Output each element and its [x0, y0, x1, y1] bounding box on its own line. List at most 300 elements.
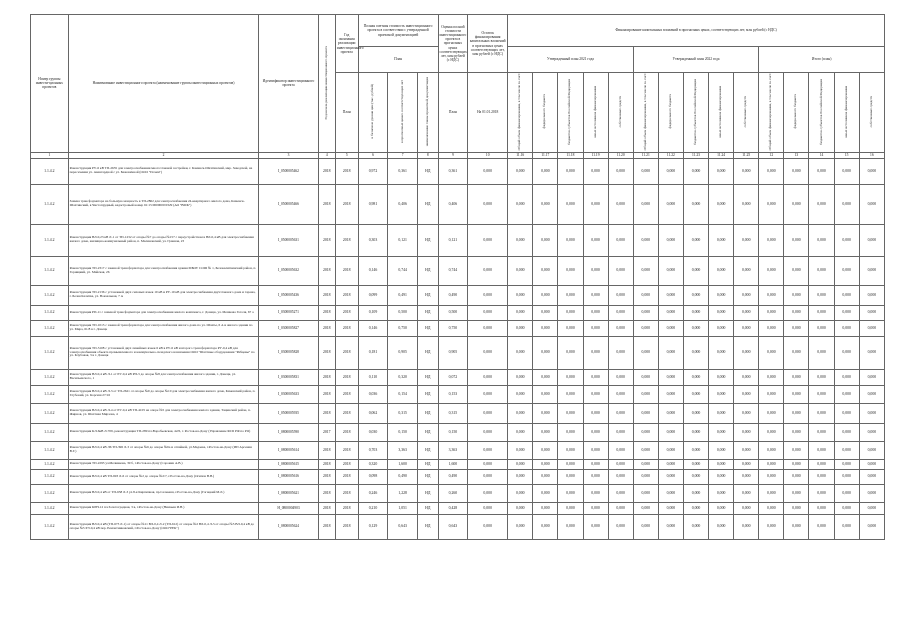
header-cost-forecast: в прогнозных ценах соответствующих лет: [388, 73, 418, 153]
row-remaining: 0,000: [468, 469, 508, 484]
row-group-no: 1.1.4.2: [31, 158, 69, 184]
table-row: [31, 484, 885, 502]
row-cost-forecast: 0,361: [388, 158, 418, 184]
row-cost-base: 0,703: [358, 441, 388, 459]
row-id: I_0800005624: [259, 514, 318, 539]
header-financing: Финансирование капитальных вложений в прогнозных ценах, соответствующих лет, млн рублей (с НДС): [508, 15, 885, 47]
investment-projects-table-page: [30, 14, 885, 540]
row-financing-value: 0,000: [583, 369, 608, 385]
row-cost-base: 0,210: [358, 502, 388, 514]
header-approved-2021: Утвержденный план 2021 года: [508, 47, 634, 73]
row-name: Замена трансформатора на большую мощность в ТП-2862 для электроснабжения 24-квартирного жилого дома, Каменск-Шахтинский, в Чистопрудный, кадастровый номер 61:15:0000000:0329 (АО "ВМК"): [68, 184, 259, 224]
row-financing-value: 0,000: [583, 441, 608, 459]
row-financing-value: 0,000: [683, 502, 708, 514]
header-full-cost: Полная сметная стоимость инвестиционного проекта в соответствии с утвержденной проектной документацией: [358, 15, 438, 47]
row-financing-value: 0,000: [533, 285, 558, 305]
row-financing-value: 0,000: [608, 158, 633, 184]
row-financing-value: 0,000: [583, 423, 608, 441]
row-year-end: 2018: [335, 423, 358, 441]
row-est-full: 0,744: [438, 256, 468, 285]
row-financing-value: 0,000: [734, 285, 759, 305]
row-financing-value: 0,000: [709, 514, 734, 539]
row-name: Реконструкция ВЛ-0,4 кВ Л-1 от РУ-0,4 кВ РП-3 до опоры №8 для электроснабжения жилого здания, г. Донецк, ул. Васильевского, 1: [68, 369, 259, 385]
header-total: Итого (план): [759, 47, 885, 73]
row-year-start: 2018: [318, 469, 335, 484]
colnum: 4: [318, 152, 335, 158]
row-financing-value: 0,000: [859, 469, 884, 484]
colnum: 10: [468, 152, 508, 158]
h-total-reg: бюджетов субъектов Российской Федерации: [809, 73, 834, 153]
row-name: Реконструкция РП-11 с заменой трансформатора для электроснабжения жилого комплекса, г. Донецк, ул. Мешкова Гоголя, 67 а: [68, 305, 259, 320]
row-doc: НД: [417, 305, 438, 320]
row-financing-value: 0,000: [834, 514, 859, 539]
row-year-end: 2018: [335, 369, 358, 385]
row-financing-value: 0,000: [533, 441, 558, 459]
row-financing-value: 0,000: [834, 502, 859, 514]
h-total-fed: федерального бюджета: [784, 73, 809, 153]
row-financing-value: 0,000: [809, 305, 834, 320]
row-doc: НД: [417, 369, 438, 385]
row-est-full: 0,153: [438, 385, 468, 403]
row-financing-value: 0,000: [809, 423, 834, 441]
h-2022-reg: бюджетов субъектов Российской Федерации: [683, 73, 708, 153]
row-cost-forecast: 0,121: [388, 224, 418, 256]
row-year-end: 2018: [335, 158, 358, 184]
row-remaining: 0,000: [468, 305, 508, 320]
row-financing-value: 0,000: [759, 502, 784, 514]
table-body: [31, 158, 885, 539]
row-financing-value: 0,000: [859, 336, 884, 369]
row-financing-value: 0,000: [834, 385, 859, 403]
row-financing-value: 0,000: [583, 502, 608, 514]
header-year-end: Год окончания реализации инвестиционного проекта: [335, 15, 358, 73]
row-name: Реконструкция ТП-1013 с заменой трансформатора для электроснабжения жилого дома по ул. Шахты, 6 А и жилого здания по ул. Мира, 61/8 в г. Донецк: [68, 320, 259, 336]
row-est-full: 0,490: [438, 285, 468, 305]
row-doc: НД: [417, 403, 438, 423]
row-financing-value: 0,000: [834, 224, 859, 256]
colnum: 12: [759, 152, 784, 158]
h-total-total: Общий объем финансирования, в том числе за счет:: [759, 73, 784, 153]
row-cost-base: 0,981: [358, 184, 388, 224]
row-financing-value: 0,000: [558, 385, 583, 403]
row-financing-value: 0,000: [658, 423, 683, 441]
row-financing-value: 0,000: [709, 305, 734, 320]
row-financing-value: 0,000: [759, 514, 784, 539]
row-financing-value: 0,000: [583, 224, 608, 256]
row-financing-value: 0,000: [608, 336, 633, 369]
row-financing-value: 0,000: [809, 385, 834, 403]
table-row: [31, 336, 885, 369]
row-financing-value: 0,000: [608, 320, 633, 336]
row-group-no: 1.1.4.2: [31, 184, 69, 224]
row-financing-value: 0,000: [683, 441, 708, 459]
row-financing-value: 0,000: [834, 158, 859, 184]
row-financing-value: 0,000: [558, 305, 583, 320]
row-financing-value: 0,000: [533, 336, 558, 369]
row-financing-value: 0,000: [809, 285, 834, 305]
row-est-full: 0,361: [438, 158, 468, 184]
h-2022-total: Общий объем финансирования, в том числе за счет:: [633, 73, 658, 153]
row-financing-value: 0,000: [633, 459, 658, 469]
row-financing-value: 0,000: [533, 385, 558, 403]
row-financing-value: 0,000: [608, 441, 633, 459]
row-financing-value: 0,000: [608, 385, 633, 403]
colnum: 16: [859, 152, 884, 158]
row-group-no: 1.1.4.2: [31, 385, 69, 403]
header-group-no: Номер группы инвести-ционных проектов: [31, 15, 69, 153]
h-2022-fed: федерального бюджета: [658, 73, 683, 153]
row-remaining: 0,000: [468, 285, 508, 305]
row-financing-value: 0,000: [558, 256, 583, 285]
row-year-end: 2018: [335, 285, 358, 305]
row-financing-value: 0,000: [683, 385, 708, 403]
row-financing-value: 0,000: [658, 256, 683, 285]
row-financing-value: 0,000: [533, 459, 558, 469]
row-financing-value: 0,000: [784, 385, 809, 403]
row-financing-value: 0,000: [809, 441, 834, 459]
row-financing-value: 0,000: [759, 285, 784, 305]
row-remaining: 0,000: [468, 320, 508, 336]
row-doc: НД: [417, 224, 438, 256]
row-financing-value: 0,000: [834, 285, 859, 305]
colnum: 8: [417, 152, 438, 158]
row-cost-forecast: 1,600: [388, 459, 418, 469]
row-financing-value: 0,000: [533, 369, 558, 385]
row-financing-value: 0,000: [734, 459, 759, 469]
row-financing-value: 0,000: [834, 484, 859, 502]
row-remaining: 0,000: [468, 484, 508, 502]
row-financing-value: 0,000: [734, 502, 759, 514]
row-financing-value: 0,000: [683, 320, 708, 336]
row-financing-value: 0,000: [533, 403, 558, 423]
row-financing-value: 0,000: [608, 484, 633, 502]
row-financing-value: 0,000: [633, 514, 658, 539]
row-financing-value: 0,000: [533, 224, 558, 256]
row-financing-value: 0,000: [683, 336, 708, 369]
row-financing-value: 0,000: [533, 469, 558, 484]
row-financing-value: 0,000: [784, 403, 809, 423]
row-group-no: 1.1.4.2: [31, 224, 69, 256]
row-doc: НД: [417, 158, 438, 184]
row-financing-value: 0,000: [583, 336, 608, 369]
row-financing-value: 0,000: [784, 184, 809, 224]
row-financing-value: 0,000: [508, 305, 533, 320]
row-financing-value: 0,000: [558, 285, 583, 305]
row-financing-value: 0,000: [633, 441, 658, 459]
row-financing-value: 0,000: [784, 224, 809, 256]
row-group-no: 1.1.4.2: [31, 285, 69, 305]
row-remaining: 0,000: [468, 184, 508, 224]
row-cost-base: 0,146: [358, 256, 388, 285]
row-financing-value: 0,000: [859, 441, 884, 459]
row-financing-value: 0,000: [709, 502, 734, 514]
row-year-start: 2018: [318, 514, 335, 539]
row-financing-value: 0,000: [658, 158, 683, 184]
row-financing-value: 0,000: [608, 423, 633, 441]
row-financing-value: 0,000: [558, 441, 583, 459]
row-financing-value: 0,000: [859, 158, 884, 184]
row-year-start: 2018: [318, 336, 335, 369]
row-group-no: 1.1.4.2: [31, 502, 69, 514]
row-est-full: 0,905: [438, 336, 468, 369]
row-financing-value: 0,000: [508, 224, 533, 256]
row-financing-value: 0,000: [658, 514, 683, 539]
row-financing-value: 0,000: [683, 224, 708, 256]
table-row: [31, 502, 885, 514]
row-financing-value: 0,000: [709, 484, 734, 502]
row-financing-value: 0,000: [633, 336, 658, 369]
row-year-end: 2018: [335, 514, 358, 539]
row-financing-value: 0,000: [508, 469, 533, 484]
colnum: 13: [784, 152, 809, 158]
table-row: [31, 459, 885, 469]
row-financing-value: 0,000: [734, 320, 759, 336]
row-year-end: 2018: [335, 459, 358, 469]
row-financing-value: 0,000: [809, 469, 834, 484]
row-financing-value: 0,000: [759, 385, 784, 403]
row-financing-value: 0,000: [658, 385, 683, 403]
header-remaining: Остаток финансирования капитальных вложений в прогнозных ценах соответствующих лет, млн рублей (с НДС): [468, 15, 508, 73]
header-id: Идентификатор инвестиционного проекта: [259, 15, 318, 153]
row-financing-value: 0,000: [558, 423, 583, 441]
row-financing-value: 0,000: [533, 502, 558, 514]
row-financing-value: 0,000: [508, 256, 533, 285]
row-financing-value: 0,000: [759, 469, 784, 484]
row-est-full: 0,121: [438, 224, 468, 256]
row-name: Реконструкция ВЛ-0,4 кВ от ТП-638 Л-3 ул.8-я Кирпичная, пр.Сельмаш, г.Ростов-на-Дону (Гогацкий М.Л.): [68, 484, 259, 502]
row-cost-base: 0,146: [358, 320, 388, 336]
h-total-other: иных источников финансирования: [834, 73, 859, 153]
row-financing-value: 0,000: [709, 158, 734, 184]
row-year-start: 2018: [318, 285, 335, 305]
row-doc: НД: [417, 423, 438, 441]
colnum: 11.20: [608, 152, 633, 158]
row-financing-value: 0,000: [834, 459, 859, 469]
row-financing-value: 0,000: [859, 423, 884, 441]
row-group-no: 1.1.4.2: [31, 514, 69, 539]
row-year-start: 2018: [318, 403, 335, 423]
h-2022-own: собственных средств: [734, 73, 759, 153]
row-financing-value: 0,000: [834, 403, 859, 423]
row-financing-value: 0,000: [784, 336, 809, 369]
row-id: I_0500005436: [259, 285, 318, 305]
row-financing-value: 0,000: [709, 369, 734, 385]
row-remaining: 0,000: [468, 385, 508, 403]
row-cost-forecast: 0,643: [388, 514, 418, 539]
row-name: Реконструкция ВЛ-0,4 кВ ТП-693 Л-6 от опоры №2 до опоры №2/7, г.Ростов-на-Дону (Осипов В.В.): [68, 469, 259, 484]
row-financing-value: 0,000: [784, 441, 809, 459]
row-financing-value: 0,000: [533, 514, 558, 539]
row-financing-value: 0,000: [859, 305, 884, 320]
row-doc: НД: [417, 502, 438, 514]
row-financing-value: 0,000: [583, 459, 608, 469]
row-year-start: 2018: [318, 320, 335, 336]
row-financing-value: 0,000: [683, 459, 708, 469]
row-financing-value: 0,000: [558, 184, 583, 224]
row-financing-value: 0,000: [658, 484, 683, 502]
row-financing-value: 0,000: [734, 469, 759, 484]
row-financing-value: 0,000: [759, 484, 784, 502]
row-financing-value: 0,000: [508, 320, 533, 336]
row-cost-forecast: 1,228: [388, 484, 418, 502]
row-id: I_0500005631: [259, 224, 318, 256]
row-remaining: 0,000: [468, 158, 508, 184]
row-remaining: 0,000: [468, 224, 508, 256]
row-financing-value: 0,000: [784, 514, 809, 539]
row-id: I_0300005831: [259, 369, 318, 385]
row-financing-value: 0,000: [784, 305, 809, 320]
row-financing-value: 0,000: [834, 423, 859, 441]
row-financing-value: 0,000: [734, 336, 759, 369]
row-financing-value: 0,000: [759, 459, 784, 469]
row-cost-forecast: 0,744: [388, 256, 418, 285]
row-financing-value: 0,000: [859, 484, 884, 502]
row-financing-value: 0,000: [683, 285, 708, 305]
row-doc: НД: [417, 336, 438, 369]
row-financing-value: 0,000: [658, 320, 683, 336]
row-financing-value: 0,000: [508, 385, 533, 403]
row-financing-value: 0,000: [784, 256, 809, 285]
row-name: Реконструкция ТП-3108 с установкой двух линейных ячеек 6 кВ в РУ-6 кВ и второго трансформатора РУ-0,4 кВ для электроснабжения объекта промышленного и коммунально-складского назначения ООО "Шахтные оборудования "Рябцевы" по ул. Клубовая, 3 в г. Донецк: [68, 336, 259, 369]
row-financing-value: 0,000: [583, 403, 608, 423]
colnum: 11.21: [633, 152, 658, 158]
row-financing-value: 0,000: [859, 459, 884, 469]
row-financing-value: 0,000: [784, 285, 809, 305]
colnum: 9: [438, 152, 468, 158]
row-est-full: 0,643: [438, 514, 468, 539]
row-financing-value: 0,000: [784, 469, 809, 484]
row-year-start: 2018: [318, 305, 335, 320]
row-cost-base: 0,972: [358, 158, 388, 184]
row-financing-value: 0,000: [533, 158, 558, 184]
row-group-no: 1.1.4.2: [31, 369, 69, 385]
row-financing-value: 0,000: [608, 285, 633, 305]
table-row: [31, 514, 885, 539]
row-financing-value: 0,000: [633, 469, 658, 484]
row-financing-value: 0,000: [734, 224, 759, 256]
row-financing-value: 0,000: [533, 256, 558, 285]
row-financing-value: 0,000: [533, 423, 558, 441]
row-financing-value: 0,000: [759, 403, 784, 423]
colnum: 7: [388, 152, 418, 158]
row-cost-forecast: 0,490: [388, 469, 418, 484]
row-cost-base: 0,109: [358, 305, 388, 320]
row-financing-value: 0,000: [709, 441, 734, 459]
row-financing-value: 0,000: [859, 514, 884, 539]
row-year-end: 2018: [335, 305, 358, 320]
row-financing-value: 0,000: [633, 305, 658, 320]
row-financing-value: 0,000: [633, 158, 658, 184]
row-financing-value: 0,000: [809, 158, 834, 184]
h-2021-total: Общий объем финансирования, в том числе за счет:: [508, 73, 533, 153]
table-row: [31, 423, 885, 441]
row-id: I_0500005935: [259, 403, 318, 423]
row-cost-base: 0,062: [358, 403, 388, 423]
row-financing-value: 0,000: [759, 305, 784, 320]
row-financing-value: 0,000: [709, 423, 734, 441]
row-financing-value: 0,000: [658, 336, 683, 369]
row-financing-value: 0,000: [583, 385, 608, 403]
row-financing-value: 0,000: [859, 385, 884, 403]
row-remaining: 0,000: [468, 441, 508, 459]
row-financing-value: 0,000: [809, 502, 834, 514]
row-financing-value: 0,000: [683, 256, 708, 285]
row-year-end: 2018: [335, 184, 358, 224]
row-financing-value: 0,000: [608, 403, 633, 423]
row-cost-forecast: 0,750: [388, 320, 418, 336]
row-financing-value: 0,000: [859, 369, 884, 385]
row-id: I_0800005621: [259, 484, 318, 502]
row-financing-value: 0,000: [608, 184, 633, 224]
colnum: 6: [358, 152, 388, 158]
row-group-no: 1.1.4.2: [31, 403, 69, 423]
row-financing-value: 0,000: [784, 158, 809, 184]
row-group-no: 1.1.4.2: [31, 469, 69, 484]
row-id: I_0800005615: [259, 459, 318, 469]
row-financing-value: 0,000: [834, 336, 859, 369]
row-id: I_0300005633: [259, 385, 318, 403]
row-financing-value: 0,000: [558, 320, 583, 336]
row-cost-forecast: 0,905: [388, 336, 418, 369]
row-financing-value: 0,000: [859, 224, 884, 256]
row-financing-value: 0,000: [508, 514, 533, 539]
row-financing-value: 0,000: [683, 423, 708, 441]
row-year-start: 2018: [318, 385, 335, 403]
h-2022-other: иных источников финансирования: [709, 73, 734, 153]
table-row: [31, 369, 885, 385]
row-financing-value: 0,000: [709, 285, 734, 305]
h-2021-reg: бюджетов субъектов Российской Федерации: [558, 73, 583, 153]
row-financing-value: 0,000: [734, 184, 759, 224]
row-est-full: 3,363: [438, 441, 468, 459]
row-remaining: 0,000: [468, 403, 508, 423]
row-id: I_0500005466: [259, 184, 318, 224]
row-financing-value: 0,000: [683, 305, 708, 320]
row-financing-value: 0,000: [809, 184, 834, 224]
row-cost-forecast: 0,491: [388, 285, 418, 305]
row-financing-value: 0,000: [508, 484, 533, 502]
row-group-no: 1.1.4.2: [31, 423, 69, 441]
row-cost-base: 0,110: [358, 369, 388, 385]
colnum: 11.25: [734, 152, 759, 158]
row-financing-value: 0,000: [709, 459, 734, 469]
colnum: 5: [335, 152, 358, 158]
row-financing-value: 0,000: [508, 369, 533, 385]
row-financing-value: 0,000: [809, 403, 834, 423]
row-remaining: 0,000: [468, 502, 508, 514]
row-financing-value: 0,000: [784, 320, 809, 336]
row-financing-value: 0,000: [683, 184, 708, 224]
colnum: 1: [31, 152, 69, 158]
colnum: 3: [259, 152, 318, 158]
table-row: [31, 224, 885, 256]
colnum: 11.16: [508, 152, 533, 158]
row-year-end: 2018: [335, 441, 358, 459]
row-financing-value: 0,000: [709, 403, 734, 423]
row-financing-value: 0,000: [508, 403, 533, 423]
row-financing-value: 0,000: [508, 336, 533, 369]
row-financing-value: 0,000: [608, 256, 633, 285]
investment-projects-table: [30, 14, 885, 540]
h-total-own: собственных средств: [859, 73, 884, 153]
row-financing-value: 0,000: [558, 403, 583, 423]
row-group-no: 1.1.4.2: [31, 484, 69, 502]
row-financing-value: 0,000: [859, 285, 884, 305]
row-financing-value: 0,000: [709, 336, 734, 369]
row-financing-value: 0,000: [633, 320, 658, 336]
row-financing-value: 0,000: [859, 502, 884, 514]
row-financing-value: 0,000: [834, 184, 859, 224]
